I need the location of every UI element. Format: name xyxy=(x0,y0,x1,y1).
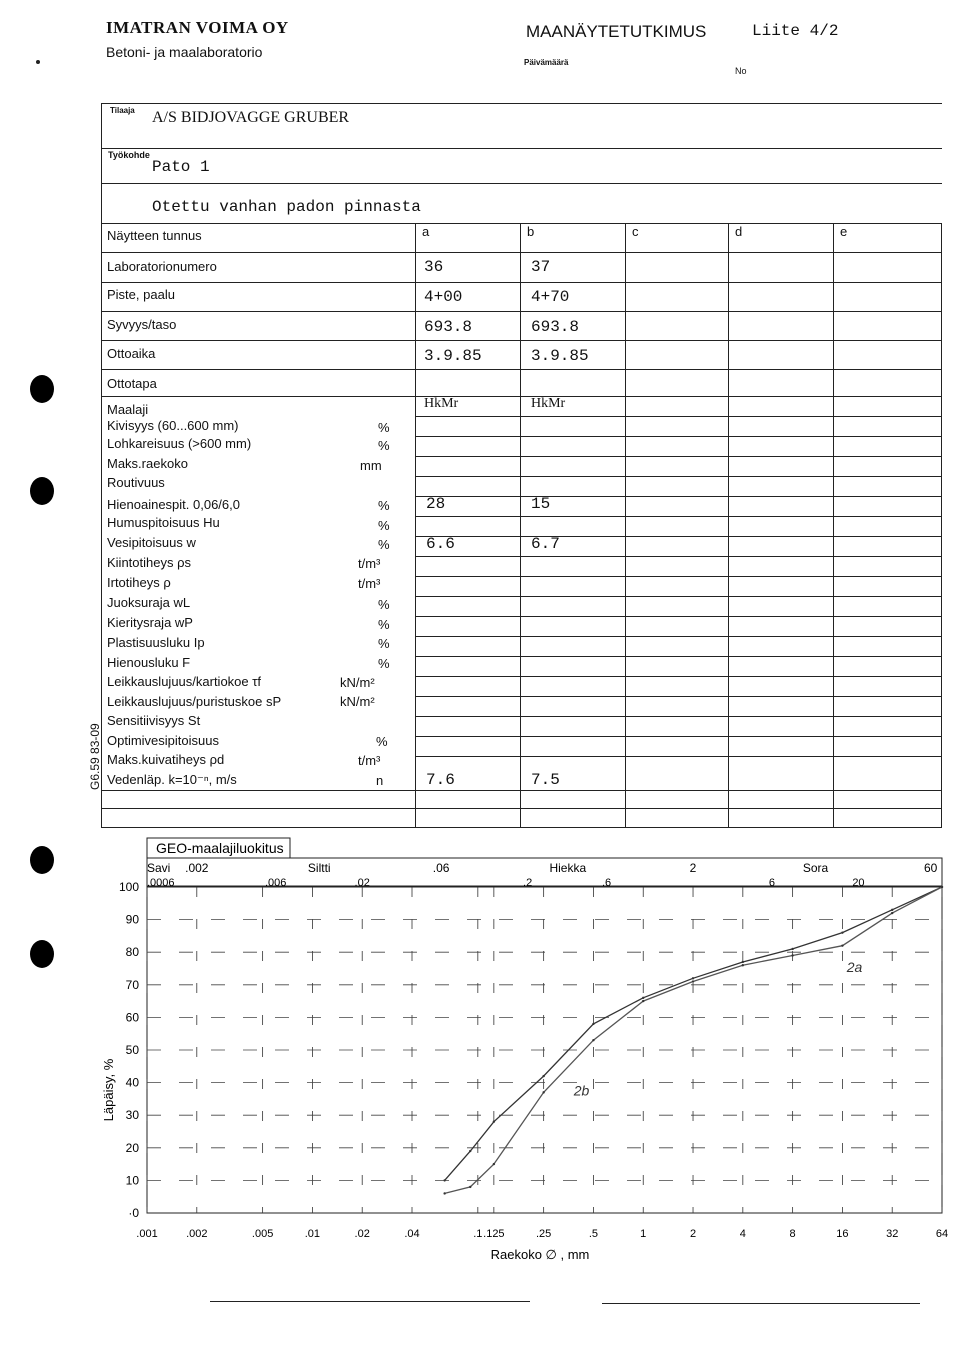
x-tick-label: .002 xyxy=(186,1228,208,1240)
point-2b xyxy=(443,1192,445,1194)
point-2b xyxy=(642,1000,644,1002)
y-tick-label: 30 xyxy=(125,1108,139,1123)
soil-class-boundary: 20 xyxy=(852,877,865,889)
x-tick-label: .5 xyxy=(588,1228,599,1240)
row-label: Hienousluku F xyxy=(107,655,191,670)
doc-title: MAANÄYTETUTKIMUS xyxy=(526,22,707,41)
row-value-a: 3.9.85 xyxy=(424,347,482,365)
row-label: Syvyys/taso xyxy=(107,317,177,332)
row-value-a: 7.6 xyxy=(426,771,455,789)
y-tick-label: 50 xyxy=(125,1043,139,1057)
row-label: Juoksuraja wL xyxy=(107,595,191,610)
row-value-b: 3.9.85 xyxy=(531,347,589,365)
row-value-a: 28 xyxy=(426,495,446,513)
row-label: Kiintotiheys ρs xyxy=(107,555,191,570)
point-2a xyxy=(642,997,644,999)
row-unit: kN/m² xyxy=(340,675,375,690)
col-d-header: d xyxy=(735,224,743,239)
soil-class-label: Sora xyxy=(802,861,829,875)
x-tick-label: .005 xyxy=(251,1228,274,1240)
soil-class-label: 2 xyxy=(689,861,697,875)
row-unit: % xyxy=(378,636,390,651)
y-axis-label: Läpäisy, % xyxy=(101,1058,116,1122)
point-2a xyxy=(443,1179,445,1181)
point-2b xyxy=(592,1039,594,1041)
point-2a xyxy=(542,1075,544,1077)
row-value-b: 7.5 xyxy=(531,771,560,789)
project-description: Otettu vanhan padon pinnasta xyxy=(152,198,421,216)
row-unit: % xyxy=(378,420,390,435)
row-label: Sensitiivisyys St xyxy=(107,713,201,728)
x-tick-label: 1 xyxy=(640,1228,647,1240)
row-unit: t/m³ xyxy=(358,556,381,571)
row-label: Kieritysraja wP xyxy=(107,615,193,630)
soil-class-label: Siltti xyxy=(307,861,331,875)
row-unit: % xyxy=(378,597,390,612)
soil-class-boundary: .006 xyxy=(265,877,287,889)
point-2a xyxy=(469,1150,471,1152)
site-value: Pato 1 xyxy=(152,158,210,176)
row-value-a: 36 xyxy=(424,258,444,276)
row-value-b: 15 xyxy=(531,495,551,513)
y-tick-label: 100 xyxy=(118,880,139,894)
soil-class-boundary: 6 xyxy=(768,877,776,889)
y-tick-label: 70 xyxy=(125,977,139,992)
row-unit: % xyxy=(376,734,388,749)
point-2b xyxy=(941,886,943,888)
company-name: IMATRAN VOIMA OY xyxy=(106,18,289,37)
client-value: A/S BIDJOVAGGE GRUBER xyxy=(152,109,350,126)
soil-class-boundary: .0006 xyxy=(147,877,175,889)
row-label: Hienoainespit. 0,06/6,0 xyxy=(107,497,240,512)
point-2b xyxy=(841,944,843,946)
x-tick-label: .001 xyxy=(136,1228,158,1240)
row-label: Ottotapa xyxy=(107,376,157,391)
x-tick-label: 4 xyxy=(739,1228,746,1240)
y-tick-label: 90 xyxy=(125,912,139,927)
col-c-header: c xyxy=(632,224,639,239)
row-value-a: HkMr xyxy=(424,396,459,411)
y-tick-label: 80 xyxy=(125,945,139,960)
row-label: Plastisuusluku Ip xyxy=(107,635,205,650)
form-code: G6.59 83-09 xyxy=(88,723,102,790)
row-label: Optimivesipitoisuus xyxy=(107,733,219,748)
row-unit: t/m³ xyxy=(358,576,381,591)
x-axis-label: Raekoko ∅ , mm xyxy=(490,1247,590,1262)
col-e-header: e xyxy=(840,224,848,239)
x-tick-label: .01 xyxy=(304,1228,321,1240)
row-unit: % xyxy=(378,518,390,533)
point-2a xyxy=(742,961,744,963)
col-b-header: b xyxy=(527,224,535,239)
soil-class-label: .002 xyxy=(185,861,209,875)
row-label: Vedenläp. k=10⁻ⁿ, m/s xyxy=(107,772,237,787)
date-label: Päivämäärä xyxy=(524,58,569,67)
row-unit: % xyxy=(378,617,390,632)
x-tick-label: 16 xyxy=(836,1228,849,1240)
y-tick-label: 60 xyxy=(125,1010,139,1025)
soil-class-boundary: .02 xyxy=(354,877,370,889)
y-tick-label: 10 xyxy=(125,1173,139,1188)
soil-class-label: Savi xyxy=(147,861,171,875)
row-label: Irtotiheys ρ xyxy=(107,575,171,590)
point-2a xyxy=(493,1121,495,1123)
soil-class-boundary: .2 xyxy=(523,877,533,889)
soil-class-label: Hiekka xyxy=(549,861,587,875)
curve-annotation: 2a xyxy=(846,958,863,975)
sample-id-label: Näytteen tunnus xyxy=(107,228,202,243)
row-unit: % xyxy=(378,537,390,552)
point-2b xyxy=(891,912,893,914)
attachment-label: Liite 4/2 xyxy=(752,22,839,40)
x-tick-label: 2 xyxy=(689,1228,697,1240)
row-value-b: 4+70 xyxy=(531,288,570,306)
row-label: Piste, paalu xyxy=(107,287,175,302)
point-2a xyxy=(891,909,893,911)
soil-class-label: 60 xyxy=(924,861,938,875)
point-2b xyxy=(542,1091,544,1093)
point-2a xyxy=(791,948,793,950)
number-label: No xyxy=(735,66,747,76)
y-tick-label: 40 xyxy=(125,1075,139,1090)
row-unit: t/m³ xyxy=(358,753,381,768)
point-2b xyxy=(692,980,694,982)
row-label: Vesipitoisuus w xyxy=(107,535,196,550)
row-label: Lohkareisuus (>600 mm) xyxy=(107,436,252,451)
row-label: Maks.kuivatiheys ρd xyxy=(107,752,225,767)
row-label: Humuspitoisuus Hu xyxy=(107,515,220,530)
x-tick-label: 32 xyxy=(886,1228,899,1240)
row-label: Maalaji xyxy=(107,402,149,417)
curve-2a xyxy=(445,887,942,1180)
row-label: Leikkauslujuus/puristuskoe sP xyxy=(107,694,282,709)
x-tick-label: 64 xyxy=(935,1228,949,1240)
point-2b xyxy=(469,1186,471,1188)
col-a-header: a xyxy=(422,224,430,239)
point-2b xyxy=(742,964,744,966)
point-2a xyxy=(841,931,843,933)
site-label: Työkohde xyxy=(108,150,150,160)
y-tick-label: ·0 xyxy=(128,1206,139,1220)
client-label: Tilaaja xyxy=(110,106,135,115)
row-value-a: 693.8 xyxy=(424,318,473,336)
signature-line-right xyxy=(602,1303,920,1304)
point-2b xyxy=(791,954,793,956)
row-unit: mm xyxy=(360,458,382,473)
row-label: Laboratorionumero xyxy=(107,259,217,274)
row-label: Routivuus xyxy=(107,475,165,490)
point-2a xyxy=(692,977,694,979)
x-tick-label: .04 xyxy=(404,1228,420,1240)
soil-class-boundary: .6 xyxy=(601,877,612,889)
row-unit: % xyxy=(378,498,390,513)
soil-class-label: .06 xyxy=(432,861,450,875)
point-2a xyxy=(592,1023,594,1025)
curve-annotation: 2b xyxy=(573,1082,590,1099)
row-value-a: 6.6 xyxy=(426,535,455,553)
row-value-b: 6.7 xyxy=(531,535,560,553)
x-tick-label: .125 xyxy=(483,1228,505,1240)
row-unit: n xyxy=(376,773,384,788)
row-value-b: HkMr xyxy=(531,396,566,411)
department: Betoni- ja maalaboratorio xyxy=(106,44,263,60)
chart-title: GEO-maalajiluokitus xyxy=(156,840,284,856)
row-unit: % xyxy=(378,656,390,671)
x-tick-label: .1 xyxy=(473,1228,483,1240)
x-tick-label: 8 xyxy=(789,1228,796,1240)
point-2b xyxy=(493,1163,495,1165)
row-unit: kN/m² xyxy=(340,694,375,709)
x-tick-label: .25 xyxy=(535,1228,552,1240)
row-label: Maks.raekoko xyxy=(107,456,188,471)
x-tick-label: .02 xyxy=(354,1228,370,1240)
row-value-b: 37 xyxy=(531,258,551,276)
row-value-a: 4+00 xyxy=(424,288,463,306)
row-value-b: 693.8 xyxy=(531,318,580,336)
signature-line-left xyxy=(210,1301,530,1302)
row-unit: % xyxy=(378,438,390,453)
row-label: Ottoaika xyxy=(107,346,156,361)
row-label: Kivisyys (60...600 mm) xyxy=(107,418,239,433)
y-tick-label: 20 xyxy=(125,1140,139,1155)
row-label: Leikkauslujuus/kartiokoe τf xyxy=(107,674,261,689)
